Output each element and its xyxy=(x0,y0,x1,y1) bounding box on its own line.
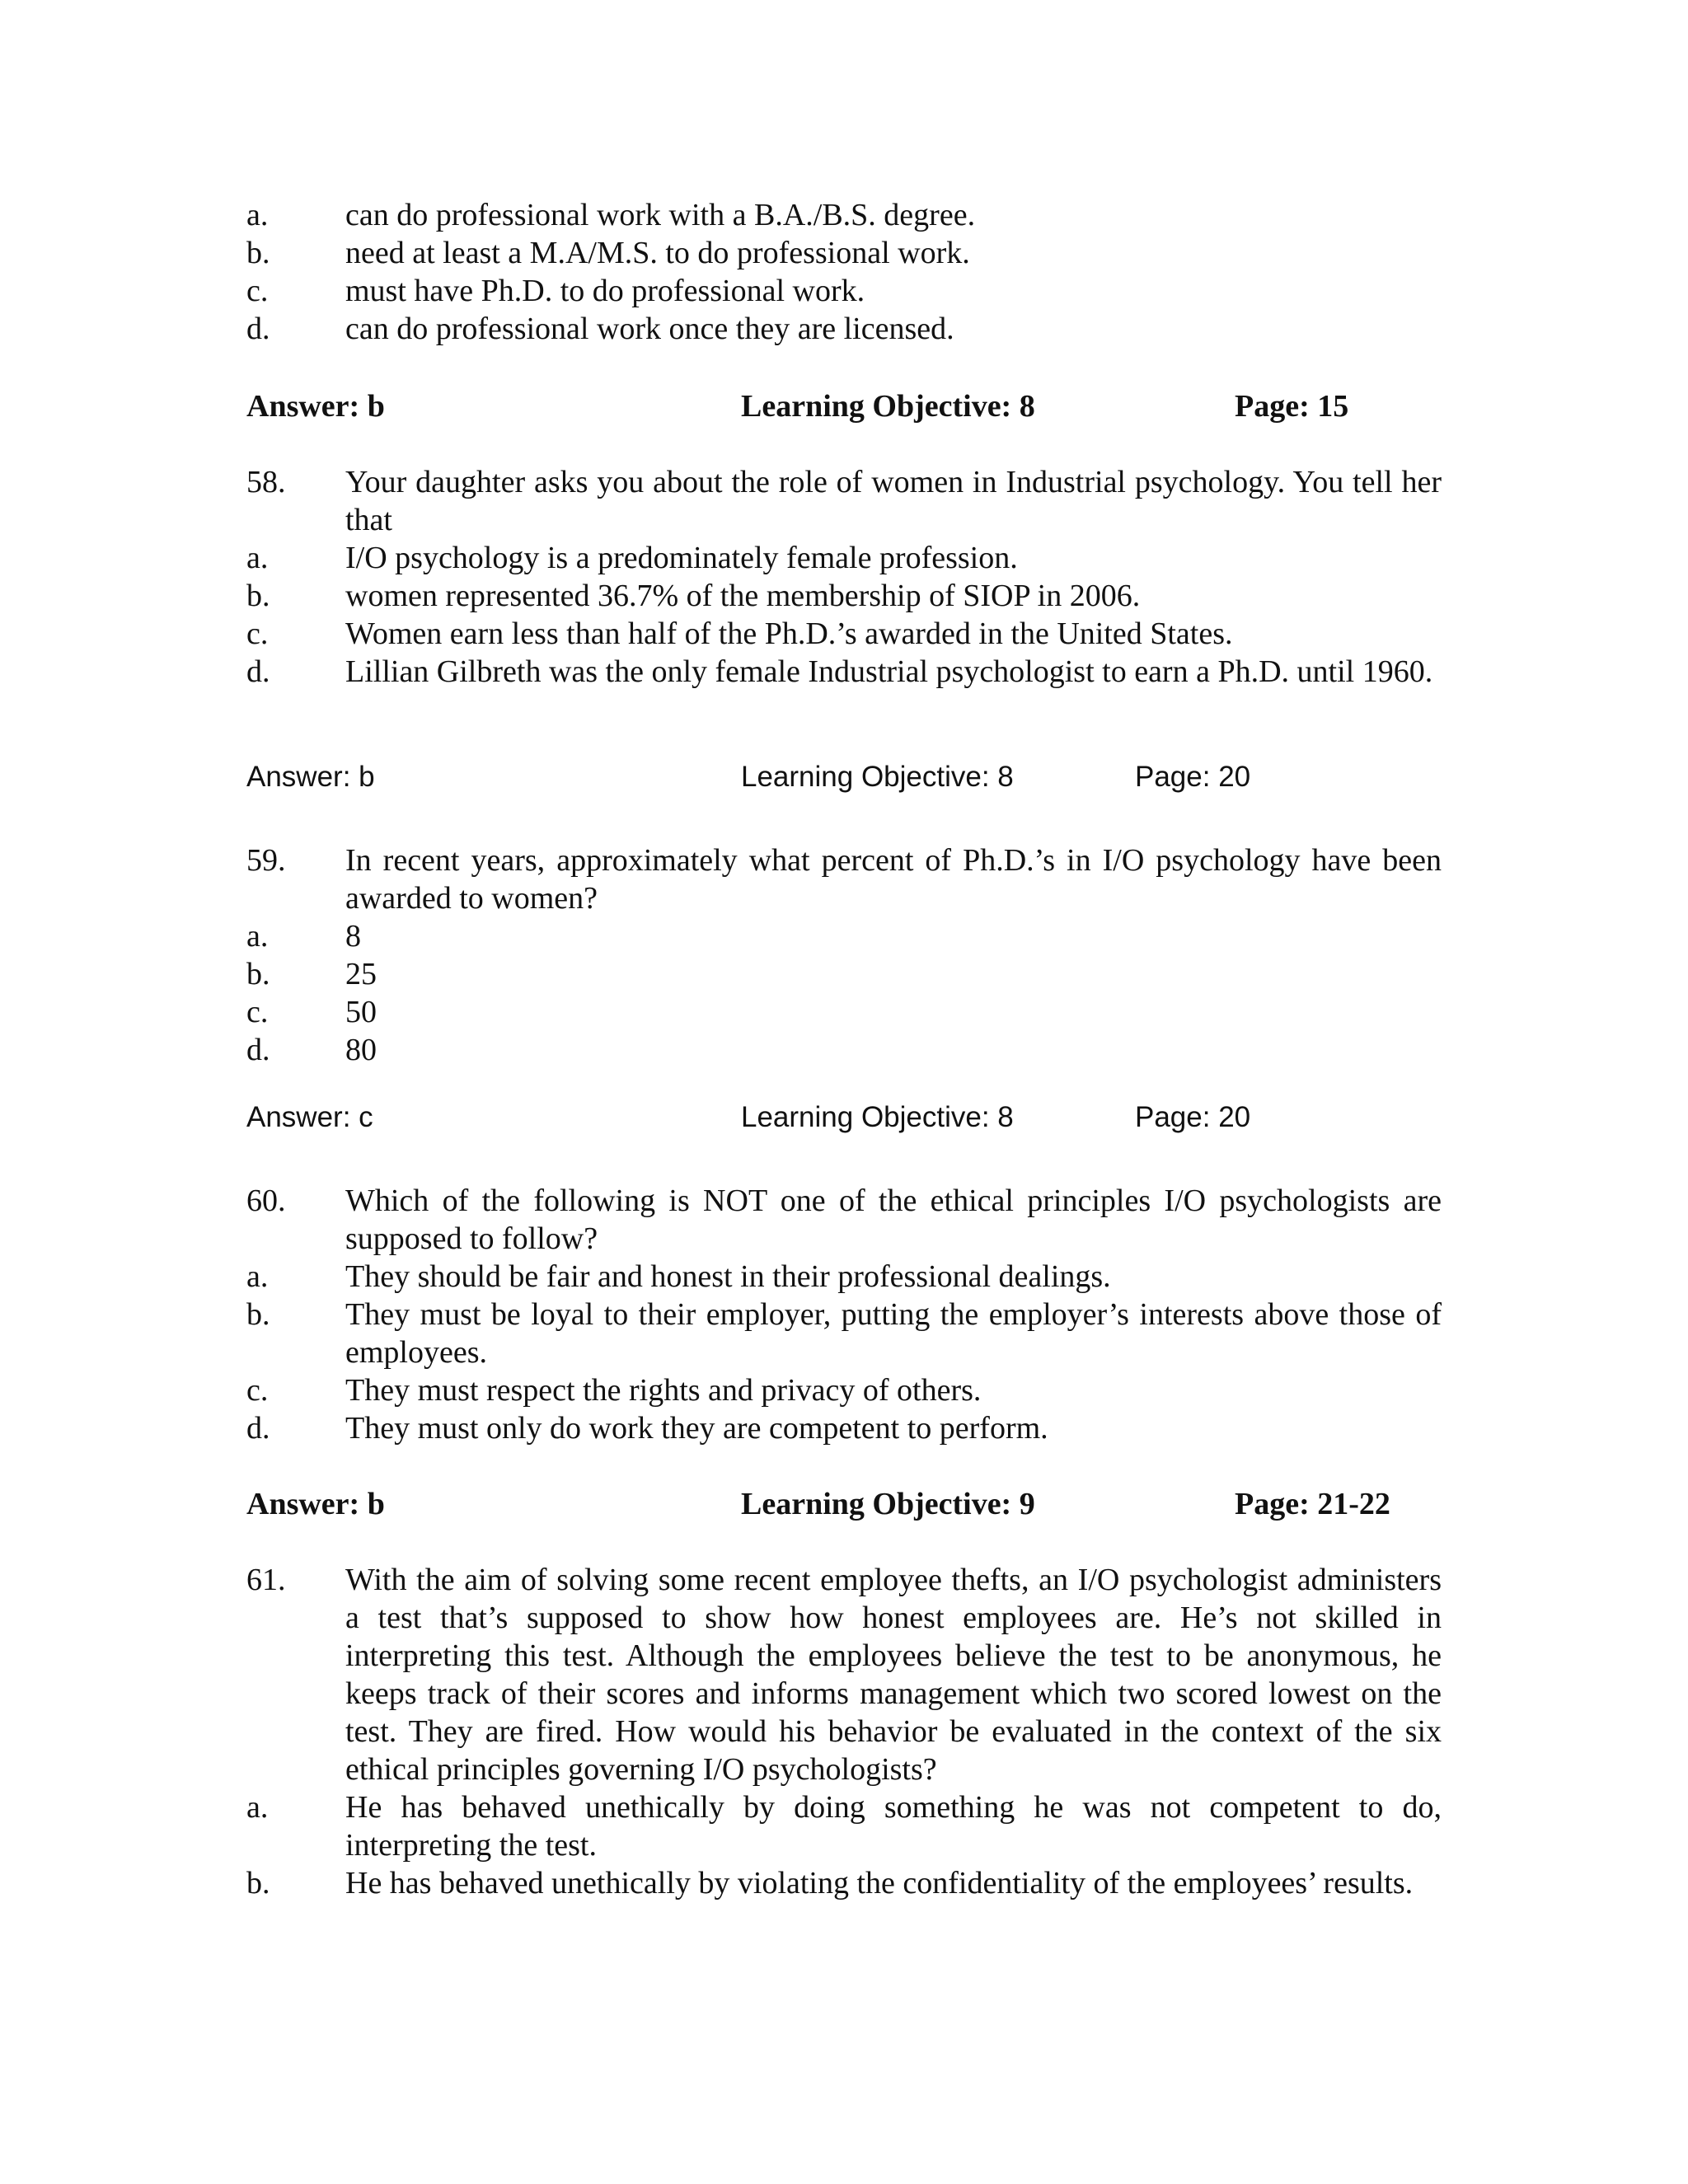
option-text: can do professional work once they are licensed. xyxy=(345,312,954,346)
option-text: He has behaved unethically by violating the confidentiality of the employees’ results. xyxy=(345,1866,1414,1900)
q58-answer-line xyxy=(246,758,1442,796)
option-label: b. xyxy=(246,579,270,613)
q60-answer-line xyxy=(246,1485,1442,1523)
option-text: 50 xyxy=(345,995,377,1029)
option-text: 8 xyxy=(345,919,361,954)
q57-answer-line xyxy=(246,387,1442,425)
option-label: d. xyxy=(246,312,270,346)
question-number: 61. xyxy=(246,1563,286,1597)
option-text: must have Ph.D. to do professional work. xyxy=(345,274,865,308)
option-text: can do professional work with a B.A./B.S. degree. xyxy=(345,198,976,232)
learning-objective: Learning Objective: 9 xyxy=(741,1487,1035,1521)
question-number: 58. xyxy=(246,465,286,499)
option-label: b. xyxy=(246,1297,270,1332)
option-text: I/O psychology is a predominately female profession. xyxy=(345,541,1018,575)
option-label: b. xyxy=(246,236,270,270)
learning-objective: Learning Objective: 8 xyxy=(741,389,1035,424)
option-label: c. xyxy=(246,616,269,651)
option-label: d. xyxy=(246,1033,270,1067)
answer-key: Answer: b xyxy=(246,1487,385,1521)
question-text: With the aim of solving some recent employee thefts, an I/O psychologist administers a test that’s supposed to show how honest employees are. He’s not skilled in interpreting this test. Although the employees believe the test to be anonymous, he keeps track of their scores and informs management which two scored lowest on the test. They are fired. How would his behavior be evaluated in the context of the six ethical principles governing I/O psychologists? xyxy=(345,1563,1442,1787)
question-text: In recent years, approximately what percent of Ph.D.’s in I/O psychology have been awarded to women? xyxy=(345,843,1442,916)
option-label: a. xyxy=(246,919,269,954)
option-label: a. xyxy=(246,1790,269,1825)
option-label: b. xyxy=(246,957,270,991)
option-text: He has behaved unethically by doing something he was not competent to do, interpreting the test. xyxy=(345,1790,1442,1863)
answer-key: Answer: b xyxy=(246,761,375,793)
option-text: Women earn less than half of the Ph.D.’s awarded in the United States. xyxy=(345,616,1233,651)
q59-answer-line xyxy=(246,1099,1442,1137)
option-text: They must be loyal to their employer, putting the employer’s interests above those of employees. xyxy=(345,1297,1442,1370)
page-reference: Page: 20 xyxy=(1135,1101,1251,1133)
question-number: 59. xyxy=(246,843,286,878)
page-reference: Page: 20 xyxy=(1135,761,1251,793)
learning-objective: Learning Objective: 8 xyxy=(741,1101,1014,1133)
option-label: a. xyxy=(246,541,269,575)
option-text: They must only do work they are competent to perform. xyxy=(345,1411,1048,1446)
option-label: b. xyxy=(246,1866,270,1900)
option-label: c. xyxy=(246,995,269,1029)
option-label: d. xyxy=(246,1411,270,1446)
page-reference: Page: 15 xyxy=(1235,389,1349,424)
option-label: d. xyxy=(246,654,270,689)
learning-objective: Learning Objective: 8 xyxy=(741,761,1014,793)
option-text: Lillian Gilbreth was the only female Industrial psychologist to earn a Ph.D. until 1960. xyxy=(345,654,1433,689)
option-text: 25 xyxy=(345,957,377,991)
question-text: Your daughter asks you about the role of women in Industrial psychology. You tell her that xyxy=(345,465,1442,537)
answer-key: Answer: b xyxy=(246,389,385,424)
option-label: c. xyxy=(246,1373,269,1408)
option-text: They must respect the rights and privacy of others. xyxy=(345,1373,982,1408)
question-text: Which of the following is NOT one of the ethical principles I/O psychologists are supposed to follow? xyxy=(345,1183,1442,1256)
page-reference: Page: 21-22 xyxy=(1235,1487,1390,1521)
option-label: a. xyxy=(246,1259,269,1294)
option-text: They should be fair and honest in their professional dealings. xyxy=(345,1259,1111,1294)
option-text: 80 xyxy=(345,1033,377,1067)
option-label: a. xyxy=(246,198,269,232)
option-text: need at least a M.A/M.S. to do professional work. xyxy=(345,236,970,270)
question-number: 60. xyxy=(246,1183,286,1218)
answer-key: Answer: c xyxy=(246,1101,373,1133)
option-label: c. xyxy=(246,274,269,308)
option-text: women represented 36.7% of the membership of SIOP in 2006. xyxy=(345,579,1141,613)
